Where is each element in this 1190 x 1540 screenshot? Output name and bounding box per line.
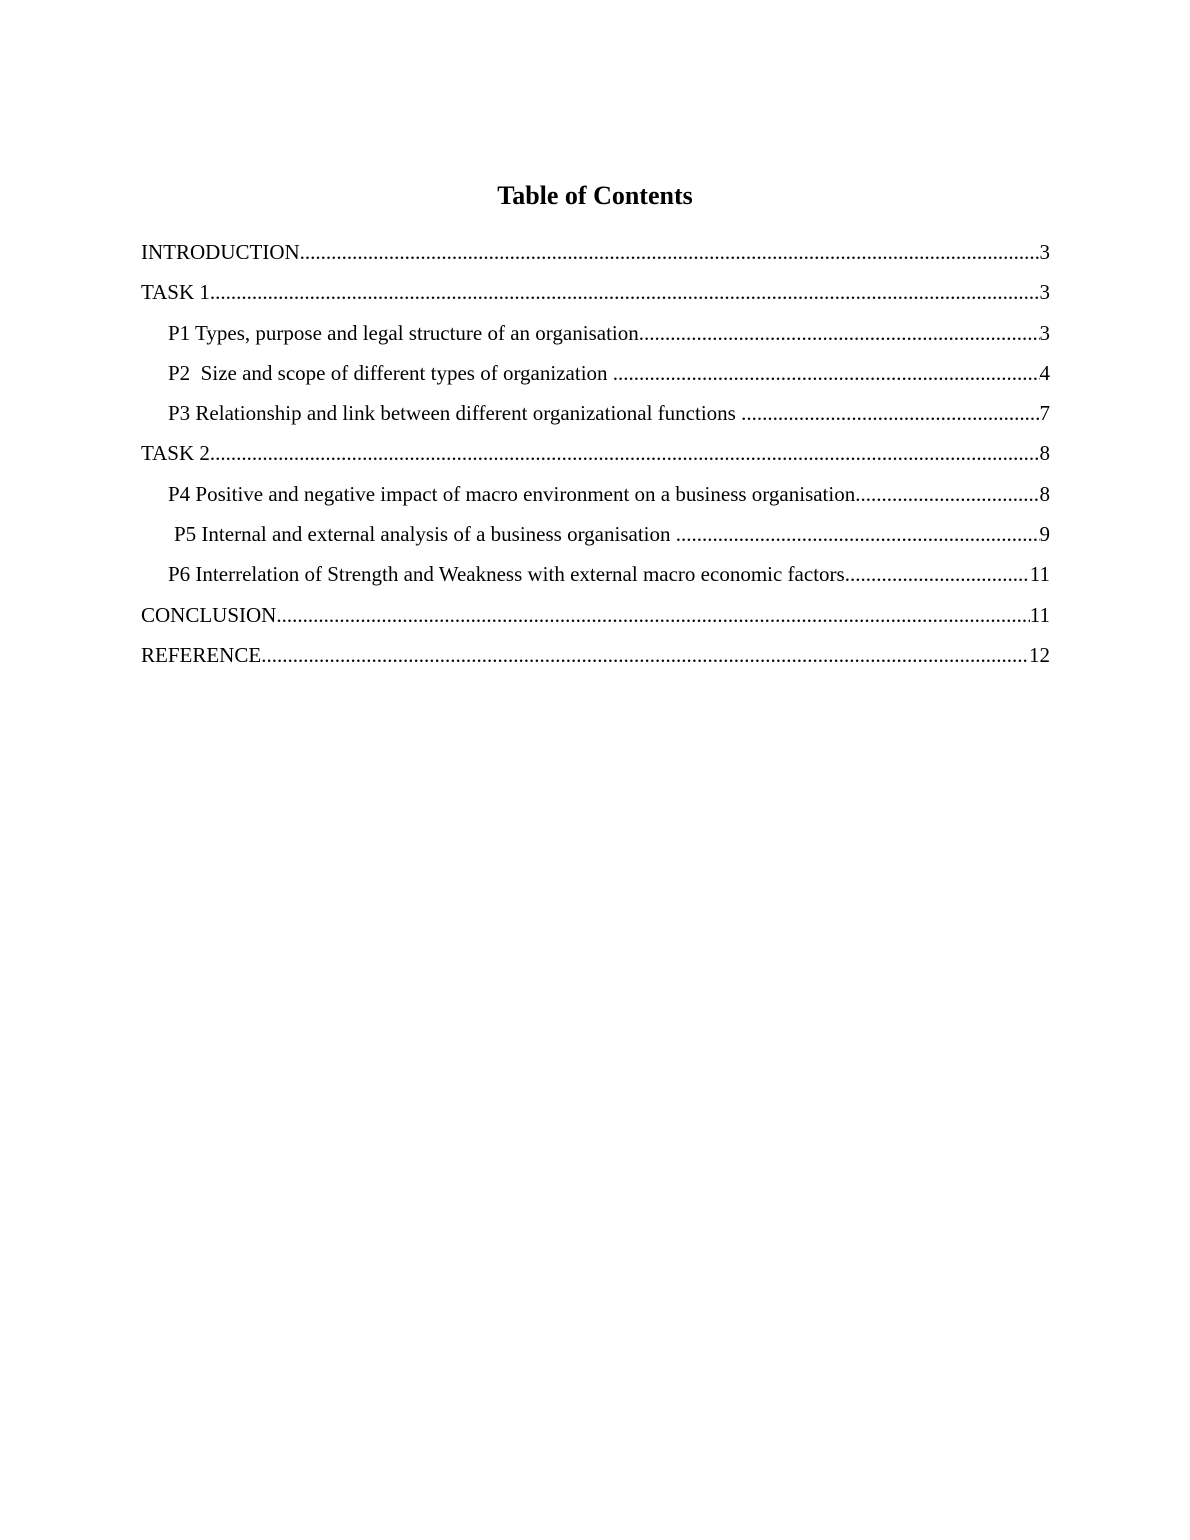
toc-dot-leader — [676, 518, 1040, 550]
toc-entry-p1[interactable] — [141, 317, 1050, 357]
toc-entry-p5[interactable] — [141, 518, 1050, 558]
toc-page-number: 8 — [1039, 481, 1050, 506]
toc-dot-leader — [845, 558, 1030, 590]
table-of-contents — [141, 236, 1050, 679]
toc-dot-leader — [855, 478, 1039, 510]
toc-page-number: 3 — [1039, 240, 1050, 264]
toc-dot-leader — [613, 357, 1040, 389]
toc-page-number: 7 — [1039, 401, 1050, 426]
toc-entry-p2[interactable] — [141, 357, 1050, 397]
toc-page-number: 11 — [1029, 602, 1050, 627]
toc-entry-p3[interactable] — [141, 397, 1050, 437]
toc-dot-leader — [210, 437, 1040, 469]
toc-page-number: 8 — [1039, 441, 1050, 466]
toc-page-number: 9 — [1039, 522, 1050, 547]
toc-dot-leader — [300, 236, 1040, 268]
toc-entry-label: INTRODUCTION — [141, 240, 300, 264]
toc-entry-label: P6 Interrelation of Strength and Weakness with external macro economic factors — [168, 562, 845, 587]
toc-entry-task-2[interactable] — [141, 437, 1050, 477]
toc-entry-p4[interactable] — [141, 478, 1050, 518]
toc-dot-leader — [210, 276, 1040, 308]
toc-page-number: 11 — [1029, 562, 1050, 587]
toc-page-number: 3 — [1039, 280, 1050, 305]
toc-entry-label: P1 Types, purpose and legal structure of an organisation — [168, 320, 639, 345]
toc-entry-label: TASK 1 — [141, 280, 210, 305]
toc-title: Table of Contents — [497, 181, 693, 210]
toc-entry-label: P3 Relationship and link between different organizational functions — [168, 401, 742, 426]
toc-dot-leader — [261, 639, 1029, 671]
toc-entry-label: P4 Positive and negative impact of macro environment on a business organisation — [168, 481, 856, 506]
toc-entry-label: TASK 2 — [141, 441, 210, 466]
toc-entry-task-1[interactable] — [141, 276, 1050, 316]
toc-entry-introduction[interactable] — [141, 236, 1050, 276]
toc-entry-label: CONCLUSION — [141, 602, 277, 627]
toc-page-number: 3 — [1039, 320, 1050, 345]
toc-entry-reference[interactable] — [141, 639, 1050, 679]
toc-entry-label: P2 Size and scope of different types of organization — [168, 360, 613, 385]
toc-page-number: 4 — [1039, 360, 1050, 385]
toc-page-number: 12 — [1029, 642, 1050, 667]
toc-entry-label: P5 Internal and external analysis of a business organisation — [174, 522, 676, 547]
toc-dot-leader — [741, 397, 1039, 429]
toc-entry-label: REFERENCE — [141, 642, 262, 667]
toc-dot-leader — [276, 599, 1029, 631]
toc-dot-leader — [639, 317, 1040, 349]
toc-entry-p6[interactable] — [141, 558, 1050, 598]
toc-entry-conclusion[interactable] — [141, 599, 1050, 639]
